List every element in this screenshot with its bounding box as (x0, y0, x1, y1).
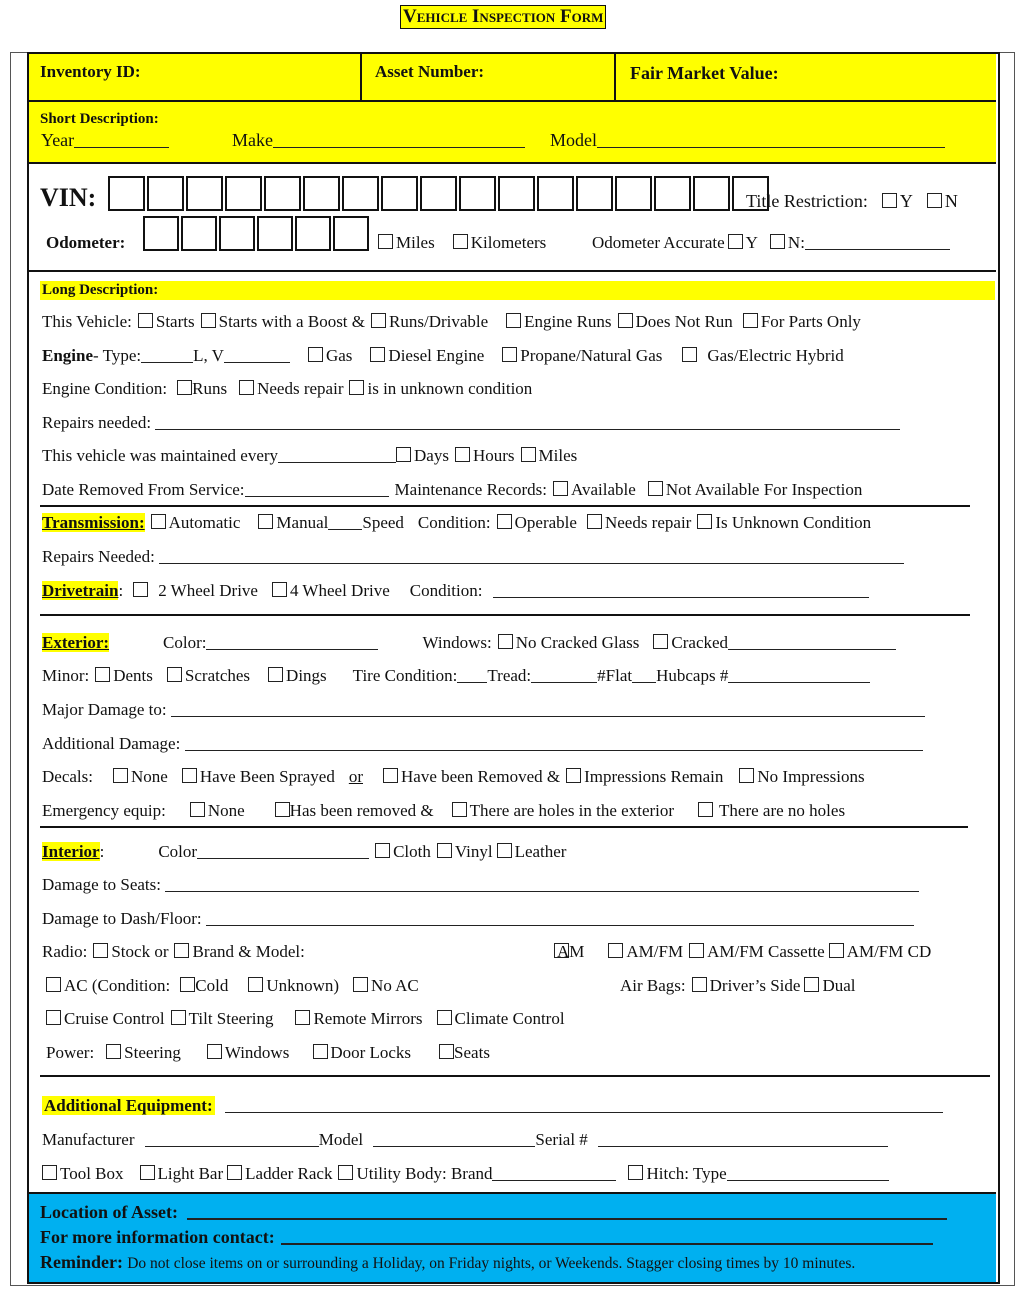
no-holes-checkbox[interactable] (698, 802, 713, 817)
flat-label: #Flat (597, 666, 633, 685)
interior-color-input[interactable] (197, 842, 369, 859)
model-label: Model (550, 130, 597, 150)
climate-label: Climate Control (454, 1009, 565, 1028)
engine-condition-label: Engine Condition: (42, 379, 168, 398)
windows-label: Windows: (422, 633, 492, 652)
power-row (46, 1043, 490, 1063)
equip-model-input[interactable] (373, 1130, 535, 1147)
vinyl-label: Vinyl (454, 842, 493, 861)
vin-divider (29, 270, 996, 272)
emergency-label: Emergency equip: (42, 801, 166, 820)
vin-boxes[interactable] (108, 176, 771, 211)
not-available-checkbox[interactable] (648, 481, 663, 496)
long-divider (40, 505, 970, 507)
diesel-checkbox[interactable] (370, 347, 385, 362)
two-wd-checkbox[interactable] (133, 582, 148, 597)
date-removed-row (42, 480, 862, 500)
does-not-run-label: Does Not Run (635, 312, 733, 331)
hybrid-checkbox[interactable] (682, 347, 697, 362)
ac-unknown-label: Unknown) (266, 976, 340, 995)
interior-label: Interior (42, 842, 100, 861)
starts-boost-checkbox[interactable] (201, 313, 216, 328)
vinyl-checkbox[interactable] (437, 843, 452, 858)
odometer-accurate (592, 233, 950, 253)
flat-input[interactable] (632, 666, 656, 683)
maintained-row (42, 446, 577, 466)
damage-dash-input[interactable] (206, 909, 914, 926)
trans-repairs-row (42, 547, 904, 567)
brand-model-label: Brand & Model: (192, 942, 305, 961)
cruise-label: Cruise Control (64, 1009, 165, 1028)
impressions-label: Impressions Remain (584, 767, 724, 786)
light-bar-label: Light Bar (157, 1164, 224, 1183)
power-label: Power: (46, 1043, 95, 1062)
odo-y-checkbox[interactable] (728, 234, 743, 249)
has-removed-label: Has been removed & (289, 801, 434, 820)
interior-color-label: Color (158, 842, 198, 861)
amfm-checkbox[interactable] (608, 943, 623, 958)
exterior-divider (40, 826, 968, 828)
runs-label: Runs (192, 379, 228, 398)
holes-label: There are holes in the exterior (469, 801, 675, 820)
cold-label: Cold (195, 976, 229, 995)
trans-needs-repair-checkbox[interactable] (587, 514, 602, 529)
sprayed-label: Have Been Sprayed (199, 767, 335, 786)
tire-condition-input[interactable] (457, 666, 487, 683)
no-impressions-label: No Impressions (757, 767, 865, 786)
trans-needs-repair-label: Needs repair (604, 513, 692, 532)
damage-seats-label: Damage to Seats: (42, 875, 161, 894)
starts-label: Starts (155, 312, 195, 331)
manufacturer-row (42, 1130, 888, 1150)
serial-input[interactable] (598, 1130, 888, 1147)
engine-liters-input[interactable] (141, 346, 193, 363)
year-label: Year (41, 130, 75, 150)
header-divider-1 (360, 54, 362, 100)
hubcaps-input[interactable] (728, 666, 870, 683)
remote-mirrors-checkbox[interactable] (295, 1010, 310, 1025)
cassette-checkbox[interactable] (689, 943, 704, 958)
removed-label: Have been Removed & (401, 767, 561, 786)
location-row (40, 1202, 947, 1222)
year-field[interactable] (41, 130, 169, 150)
hitch-checkbox[interactable] (628, 1165, 643, 1180)
tread-input[interactable] (531, 666, 597, 683)
no-cracked-label: No Cracked Glass (515, 633, 640, 652)
tool-box-label: Tool Box (60, 1164, 124, 1183)
cassette-label: AM/FM Cassette (707, 942, 825, 961)
available-label: Available (571, 480, 636, 499)
odo-n-input[interactable] (805, 233, 950, 250)
dings-label: Dings (286, 666, 327, 685)
four-wd-checkbox[interactable] (272, 582, 287, 597)
no-ac-checkbox[interactable] (353, 977, 368, 992)
leather-label: Leather (514, 842, 567, 861)
repairs-needed-input[interactable] (155, 413, 900, 430)
decals-row (42, 767, 865, 787)
odo-n-checkbox[interactable] (770, 234, 785, 249)
manufacturer-input[interactable] (145, 1130, 319, 1147)
form-title: Vehicle Inspection Form (400, 5, 606, 29)
holes-checkbox[interactable] (452, 802, 467, 817)
no-ac-label: No AC (371, 976, 419, 995)
hours-checkbox[interactable] (455, 447, 470, 462)
days-label: Days (414, 446, 449, 465)
days-checkbox[interactable] (396, 447, 411, 462)
stock-label: Stock or (111, 942, 169, 961)
long-description-bar (40, 281, 995, 300)
automatic-label: Automatic (168, 513, 241, 532)
minor-row (42, 666, 870, 686)
kilometers-label: Kilometers (470, 233, 547, 252)
manual-label: Manual (276, 513, 329, 532)
odometer-units (372, 233, 546, 253)
contact-input[interactable] (281, 1227, 933, 1245)
serial-label: Serial # (535, 1130, 588, 1149)
ac-row (42, 976, 419, 996)
vin-label: VIN: (40, 183, 97, 212)
ladder-rack-label: Ladder Rack (245, 1164, 333, 1183)
utility-body-input[interactable] (492, 1164, 616, 1181)
equip-model-label: Model (318, 1130, 364, 1149)
exterior-color-input[interactable] (206, 633, 378, 650)
additional-row (42, 1096, 943, 1116)
damage-seats-row (42, 875, 919, 895)
radio-row (42, 942, 305, 962)
damage-dash-row (42, 909, 914, 929)
amfm-label: AM/FM (626, 942, 684, 961)
trans-condition-label: Condition: (417, 513, 491, 532)
ladder-rack-checkbox[interactable] (227, 1165, 242, 1180)
needs-repair-label: Needs repair (257, 379, 344, 398)
gas-label: Gas (325, 346, 353, 365)
maintained-input[interactable] (278, 446, 396, 463)
climate-checkbox[interactable] (437, 1010, 452, 1025)
reminder-text: Do not close items on or surrounding a Holiday, on Friday nights, or Weekends. Stagger closing times by 10 minutes. (127, 1255, 856, 1272)
engine-runs-label: Engine Runs (524, 312, 612, 331)
header-row (29, 54, 996, 102)
major-damage-label: Major Damage to: (42, 700, 167, 719)
automatic-checkbox[interactable] (151, 514, 166, 529)
hubcaps-label: Hubcaps # (656, 666, 729, 685)
date-removed-label: Date Removed From Service: (42, 480, 245, 499)
make-input[interactable] (273, 131, 525, 148)
two-wd-label: 2 Wheel Drive (158, 581, 258, 600)
air-bags-row (620, 976, 856, 996)
speed-label: Speed (362, 513, 404, 532)
impressions-checkbox[interactable] (566, 768, 581, 783)
transmission-label: Transmission: (42, 513, 145, 532)
steering-checkbox[interactable] (106, 1044, 121, 1059)
unknown-condition-checkbox[interactable] (349, 380, 364, 395)
decals-none-label: None (130, 767, 168, 786)
model-input[interactable] (597, 131, 945, 148)
interior-row: Interior: Color Cloth Vinyl Leather (42, 842, 567, 861)
dings-checkbox[interactable] (268, 667, 283, 682)
title-n-label: N (944, 191, 958, 211)
additional-input[interactable] (225, 1096, 943, 1113)
exterior-label: Exterior: (42, 633, 110, 652)
repairs-needed-row (42, 413, 900, 433)
exterior-color-label: Color: (163, 633, 207, 652)
driver-side-label: Driver’s Side (709, 976, 801, 995)
odometer-boxes[interactable] (143, 216, 371, 251)
dents-label: Dents (113, 666, 153, 685)
for-parts-label: For Parts Only (760, 312, 861, 331)
emergency-row (42, 801, 845, 821)
driver-side-checkbox[interactable] (692, 977, 707, 992)
cracked-input[interactable] (728, 633, 896, 650)
propane-label: Propane/Natural Gas (520, 346, 663, 365)
has-removed-checkbox[interactable] (275, 802, 290, 817)
door-locks-label: Door Locks (330, 1043, 412, 1062)
exterior-row (42, 633, 896, 653)
repairs-needed-label: Repairs needed: (42, 413, 152, 432)
operable-label: Operable (514, 513, 577, 532)
trans-repairs-input[interactable] (159, 547, 904, 564)
odo-y-label: Y (745, 233, 758, 252)
tool-box-checkbox[interactable] (42, 1165, 57, 1180)
additional-damage-row (42, 734, 923, 754)
cracked-checkbox[interactable] (653, 634, 668, 649)
tread-label: Tread: (487, 666, 532, 685)
hybrid-label: Gas/Electric Hybrid (707, 346, 844, 365)
cruise-row (42, 1009, 565, 1029)
no-impressions-checkbox[interactable] (739, 768, 754, 783)
utility-body-label: Utility Body: Brand (356, 1164, 493, 1183)
emergency-none-label: None (207, 801, 245, 820)
cold-checkbox[interactable] (180, 977, 195, 992)
trans-unknown-label: Is Unknown Condition (715, 513, 872, 532)
drivetrain-condition-label: Condition: (409, 581, 483, 600)
decals-none-checkbox[interactable] (113, 768, 128, 783)
tilt-label: Tilt Steering (188, 1009, 274, 1028)
needs-repair-checkbox[interactable] (239, 380, 254, 395)
title-restriction-label: Title Restriction: (746, 191, 868, 211)
maintained-label: This vehicle was maintained every (42, 446, 279, 465)
engine-cyl-input[interactable] (224, 346, 290, 363)
for-parts-checkbox[interactable] (743, 313, 758, 328)
unknown-condition-label: is in unknown condition (367, 379, 533, 398)
trans-repairs-label: Repairs Needed: (42, 547, 155, 566)
maint-miles-checkbox[interactable] (521, 447, 536, 462)
starts-checkbox[interactable] (138, 313, 153, 328)
dual-checkbox[interactable] (804, 977, 819, 992)
speed-input[interactable] (328, 513, 362, 530)
starts-boost-label: Starts with a Boost & (218, 312, 366, 331)
fair-market-value-label: Fair Market Value: (630, 63, 779, 83)
miles-label: Miles (396, 233, 435, 252)
not-available-label: Not Available For Inspection (665, 480, 863, 499)
hours-label: Hours (472, 446, 515, 465)
this-vehicle-label: This Vehicle: (42, 312, 132, 331)
seats-label: Seats (454, 1043, 490, 1062)
emergency-none-checkbox[interactable] (190, 802, 205, 817)
tilt-checkbox[interactable] (171, 1010, 186, 1025)
scratches-checkbox[interactable] (167, 667, 182, 682)
long-description-label: Long Description: (42, 282, 159, 298)
radio-label: Radio: (42, 942, 88, 961)
seats-checkbox[interactable] (439, 1044, 454, 1059)
make-label: Make (232, 130, 273, 150)
sprayed-checkbox[interactable] (182, 768, 197, 783)
odo-n-label: N: (787, 233, 805, 252)
hitch-label: Hitch: Type (646, 1164, 727, 1183)
engine-row (42, 346, 844, 366)
this-vehicle-row (42, 312, 861, 332)
drivetrain-divider (40, 614, 970, 616)
utility-body-checkbox[interactable] (338, 1165, 353, 1180)
additional-damage-label: Additional Damage: (42, 734, 181, 753)
cloth-label: Cloth (393, 842, 431, 861)
equipment-row (36, 1164, 889, 1184)
cd-label: AM/FM CD (846, 942, 932, 961)
no-holes-label: There are no holes (719, 801, 846, 820)
or-label: or (348, 767, 363, 786)
location-input[interactable] (187, 1202, 947, 1220)
manufacturer-label: Manufacturer (42, 1130, 135, 1149)
runs-drivable-checkbox[interactable] (371, 313, 386, 328)
maint-records-label: Maintenance Records: (394, 480, 547, 499)
manual-checkbox[interactable] (258, 514, 273, 529)
radio-options (552, 942, 931, 962)
reminder-label: Reminder: (40, 1252, 123, 1272)
kilometers-checkbox[interactable] (453, 234, 468, 249)
transmission-row (42, 513, 871, 533)
engine-condition-row (42, 379, 532, 399)
removed-checkbox[interactable] (383, 768, 398, 783)
ac-unknown-checkbox[interactable] (248, 977, 263, 992)
contact-row (40, 1227, 933, 1247)
dual-label: Dual (822, 976, 856, 995)
stock-checkbox[interactable] (93, 943, 108, 958)
light-bar-checkbox[interactable] (140, 1165, 155, 1180)
major-damage-row (42, 700, 925, 720)
does-not-run-checkbox[interactable] (618, 313, 633, 328)
available-checkbox[interactable] (553, 481, 568, 496)
gas-checkbox[interactable] (308, 347, 323, 362)
asset-number-label: Asset Number: (375, 62, 485, 81)
model-field[interactable] (550, 130, 945, 150)
steering-label: Steering (124, 1043, 181, 1062)
cloth-checkbox[interactable] (375, 843, 390, 858)
remote-mirrors-label: Remote Mirrors (313, 1009, 423, 1028)
minor-label: Minor: (42, 666, 90, 685)
tire-condition-label: Tire Condition: (352, 666, 458, 685)
engine-lv-label: L, V (193, 346, 224, 365)
cd-checkbox[interactable] (829, 943, 844, 958)
odometer-text: Odometer (46, 233, 120, 252)
decals-label: Decals: (42, 767, 93, 786)
drivetrain-label: Drivetrain (42, 581, 119, 600)
odometer-accurate-label: Odometer Accurate (592, 233, 725, 252)
door-locks-checkbox[interactable] (313, 1044, 328, 1059)
propane-checkbox[interactable] (502, 347, 517, 362)
date-removed-input[interactable] (245, 480, 389, 497)
title-n-checkbox[interactable] (927, 193, 942, 208)
cracked-label: Cracked (671, 633, 729, 652)
title-y-label: Y (899, 191, 913, 211)
scratches-label: Scratches (184, 666, 251, 685)
operable-checkbox[interactable] (497, 514, 512, 529)
dents-checkbox[interactable] (95, 667, 110, 682)
drivetrain-row: Drivetrain: 2 Wheel Drive 4 Wheel Drive Condition: (42, 581, 869, 601)
leather-checkbox[interactable] (497, 843, 512, 858)
additional-heading: Additional Equipment: (44, 1096, 213, 1115)
odometer-label: Odometer: (46, 233, 126, 252)
engine-runs-checkbox[interactable] (506, 313, 521, 328)
runs-checkbox[interactable] (177, 380, 192, 395)
hitch-input[interactable] (727, 1164, 889, 1181)
header-divider-2 (614, 54, 616, 100)
reminder-row (40, 1252, 855, 1274)
damage-seats-input[interactable] (165, 875, 919, 892)
am-label: AM (557, 942, 585, 961)
title-y-checkbox[interactable] (882, 193, 897, 208)
ac-checkbox[interactable] (46, 977, 61, 992)
interior-divider (40, 1075, 990, 1077)
ac-label: AC (Condition: (64, 976, 171, 995)
air-bags-label: Air Bags: (620, 976, 686, 995)
damage-dash-label: Damage to Dash/Floor: (42, 909, 202, 928)
brand-model-checkbox[interactable] (174, 943, 189, 958)
major-damage-input[interactable] (171, 700, 925, 717)
no-cracked-checkbox[interactable] (498, 634, 513, 649)
location-label: Location of Asset: (40, 1202, 178, 1222)
engine-label: Engine (42, 346, 94, 365)
four-wd-label: 4 Wheel Drive (289, 581, 390, 600)
engine-type-label: - Type: (93, 346, 142, 365)
power-windows-checkbox[interactable] (207, 1044, 222, 1059)
cruise-checkbox[interactable] (46, 1010, 61, 1025)
year-input[interactable] (74, 131, 169, 148)
runs-drivable-label: Runs/Drivable (389, 312, 489, 331)
inventory-id-label: Inventory ID: (40, 62, 141, 81)
trans-unknown-checkbox[interactable] (697, 514, 712, 529)
power-windows-label: Windows (224, 1043, 290, 1062)
drivetrain-condition-input[interactable] (493, 581, 869, 598)
contact-label: For more information contact: (40, 1227, 275, 1247)
maint-miles-label: Miles (538, 446, 578, 465)
additional-damage-input[interactable] (185, 734, 923, 751)
diesel-label: Diesel Engine (388, 346, 485, 365)
additional-label: Additional Equipment (44, 1096, 207, 1115)
title-restriction (746, 191, 958, 211)
miles-checkbox[interactable] (378, 234, 393, 249)
short-description-label: Short Description: (40, 111, 159, 127)
make-field[interactable] (232, 130, 525, 150)
